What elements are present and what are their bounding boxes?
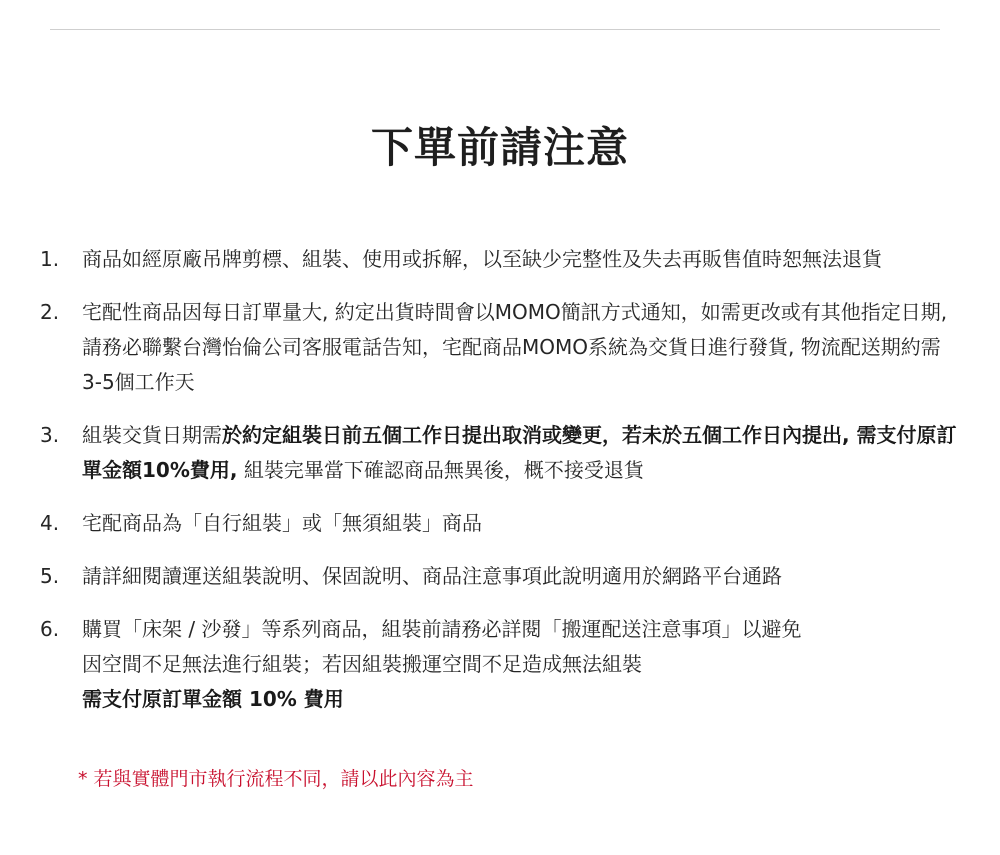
notice-text: 請詳細閱讀運送組裝說明、保固說明、商品注意事項此說明適用於網路平台通路: [82, 564, 782, 588]
notice-number: 3.: [40, 423, 60, 447]
notice-item-5: [40, 559, 960, 594]
notice-list: [40, 242, 960, 735]
page-title: 下單前請注意: [370, 123, 629, 172]
notice-text: 因空間不足無法進行組裝；若因組裝搬運空間不足造成無法組裝: [82, 652, 642, 676]
notice-item-4: [40, 506, 960, 541]
notice-number: 5.: [40, 564, 60, 588]
notice-text: 宅配性商品因每日訂單量大, 約定出貨時間會以MOMO簡訊方式通知，如需更改或有其他指定日期, 請務必聯繫台灣怡倫公司客服電話告知，宅配商品MOMO系統為交貨日進行發貨, 物流配送期約需3-5個工作天: [82, 300, 948, 394]
footnote: * 若與實體門市執行流程不同，請以此內容為主: [78, 768, 474, 790]
notice-text: 商品如經原廠吊牌剪標、組裝、使用或拆解，以至缺少完整性及失去再販售值時恕無法退貨: [82, 247, 882, 271]
notice-number: 4.: [40, 511, 60, 535]
notice-text: 組裝交貨日期需: [82, 423, 222, 447]
notice-item-1: [40, 242, 960, 277]
top-divider: [50, 29, 940, 30]
notice-text: 購買「床架 / 沙發」等系列商品，組裝前請務必詳閱「搬運配送注意事項」以避免: [82, 617, 802, 641]
notice-item-3: [40, 418, 960, 488]
notice-item-6: [40, 612, 960, 717]
notice-emphasis: 於約定組裝日前五個工作日提出取消或變更，若未於五個工作日內提出, 需支付原訂單金額10%費用,: [82, 423, 957, 482]
notice-item-2: [40, 295, 960, 400]
notice-number: 1.: [40, 247, 60, 271]
notice-text: 組裝完畢當下確認商品無異後，概不接受退貨: [243, 458, 644, 482]
notice-number: 6.: [40, 617, 60, 641]
notice-emphasis: 需支付原訂單金額 10% 費用: [82, 687, 344, 711]
notice-number: 2.: [40, 300, 60, 324]
notice-text: 宅配商品為「自行組裝」或「無須組裝」商品: [82, 511, 482, 535]
